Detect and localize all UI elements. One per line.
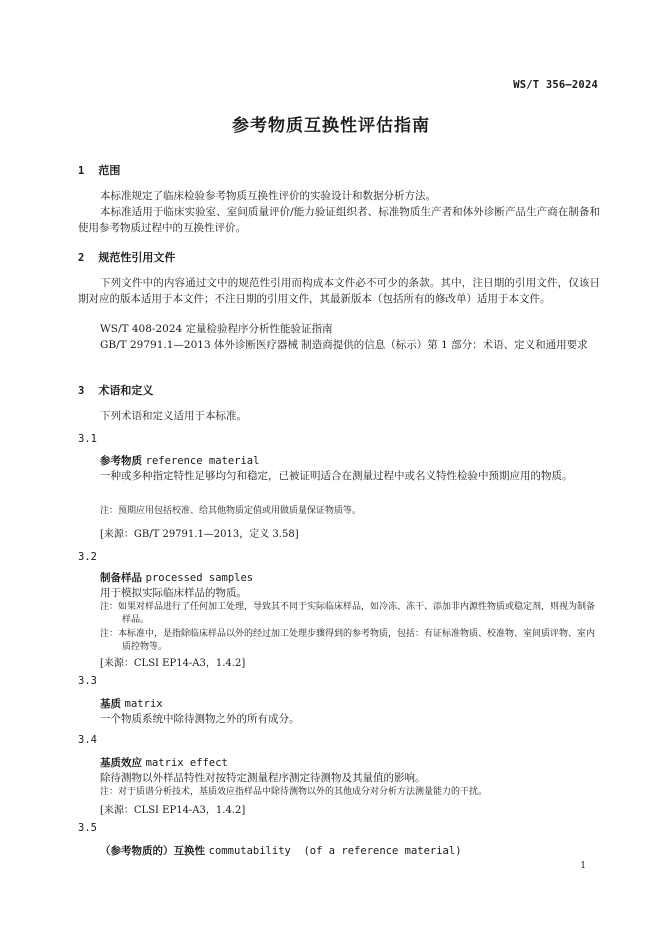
section-3-intro: 下列术语和定义适用于本标准。 <box>100 410 247 422</box>
section-2-para-1: 下列文件中的内容通过文中的规范性引用而构成本文件必不可少的条款。其中，注日期的引用文件，仅该日期对应的版本适用于本文件；不注日期的引用文件，其最新版本（包括所有的修改单）适用于本文件。 <box>78 277 600 305</box>
term-3-4-zh: 基质效应 <box>100 757 142 769</box>
term-3-2-heading <box>100 570 253 585</box>
term-3-3-zh: 基质 <box>100 698 121 710</box>
term-3-5-heading <box>100 843 462 858</box>
term-3-1-note: 注：预期应用包括校准、给其他物质定值或用做质量保证物质等。 <box>100 506 362 516</box>
section-3-number: 3 <box>78 385 85 397</box>
term-3-1-zh: 参考物质 <box>100 455 142 467</box>
normative-ref-2: GB/T 29791.1—2013 体外诊断医疗器械 制造商提供的信息（标示）第 1 部分：术语、定义和通用要求 <box>100 339 588 351</box>
term-3-1-definition: 一种或多种指定特性足够均匀和稳定，已被证明适合在测量过程中或名义特性检验中预期应用的物质。 <box>100 470 573 482</box>
section-1-title: 范围 <box>98 164 121 177</box>
term-3-2-source: [来源：CLSI EP14-A3，1.4.2] <box>100 658 246 669</box>
term-3-3-heading <box>100 696 163 711</box>
term-3-1-source: [来源：GB/T 29791.1—2013，定义 3.58] <box>100 529 299 540</box>
section-1-para-1: 本标准规定了临床检验参考物质互换性评价的实验设计和数据分析方法。 <box>100 190 436 202</box>
section-1-heading <box>78 162 120 178</box>
term-3-2-en: processed samples <box>145 572 254 584</box>
section-3-title: 术语和定义 <box>98 384 154 397</box>
normative-ref-1: WS/T 408-2024 定量检验程序分析性能验证指南 <box>100 323 333 335</box>
section-2-number: 2 <box>78 252 85 264</box>
standard-code: WS/T 356—2024 <box>513 79 598 91</box>
term-3-4-note: 注：对于质谱分析技术，基质效应指样品中除待测物以外的其他成分对分析方法测量能力的干扰。 <box>100 787 488 797</box>
term-3-2-note-1: 注：如果对样品进行了任何加工处理，导致其不同于实际临床样品，如冷冻、冻干、添加非内源性物质或稳定剂，则视为制备样品。 <box>100 602 596 625</box>
page-number: 1 <box>580 861 586 871</box>
section-1-number: 1 <box>78 165 85 177</box>
term-3-2-number: 3.2 <box>78 551 97 563</box>
term-3-5-number: 3.5 <box>78 822 97 834</box>
section-2-heading <box>78 249 175 265</box>
term-3-2-zh: 制备样品 <box>100 572 142 584</box>
term-3-5-zh: （参考物质的）互换性 <box>100 845 205 857</box>
section-2-title: 规范性引用文件 <box>98 251 176 264</box>
term-3-4-number: 3.4 <box>78 734 97 746</box>
term-3-4-definition: 除待测物以外样品特性对按特定测量程序测定待测物及其量值的影响。 <box>100 772 426 784</box>
term-3-3-number: 3.3 <box>78 675 97 687</box>
term-3-3-en: matrix <box>124 698 163 710</box>
term-3-4-heading <box>100 755 228 770</box>
term-3-1-number: 3.1 <box>78 433 97 445</box>
term-3-5-en: commutability (of a reference material) <box>208 845 462 857</box>
term-3-3-definition: 一个物质系统中除待测物之外的所有成分。 <box>100 713 300 725</box>
term-3-1-heading <box>100 453 259 468</box>
term-3-2-definition: 用于模拟实际临床样品的物质。 <box>100 587 247 599</box>
term-3-1-en: reference material <box>145 455 260 467</box>
term-3-4-en: matrix effect <box>145 757 228 769</box>
document-title: 参考物质互换性评估指南 <box>232 116 430 136</box>
term-3-4-source: [来源：CLSI EP14-A3，1.4.2] <box>100 805 246 816</box>
section-1-para-2: 本标准适用于临床实验室、室间质量评价/能力验证组织者、标准物质生产者和体外诊断产品生产商在制备和使用参考物质过程中的互换性评价。 <box>78 206 600 234</box>
section-3-heading <box>78 382 153 398</box>
term-3-2-note-2: 注：本标准中，是指除临床样品以外的经过加工处理步骤得到的参考物质，包括：有证标准物质、校准物、室间质评物、室内质控物等。 <box>100 629 596 652</box>
